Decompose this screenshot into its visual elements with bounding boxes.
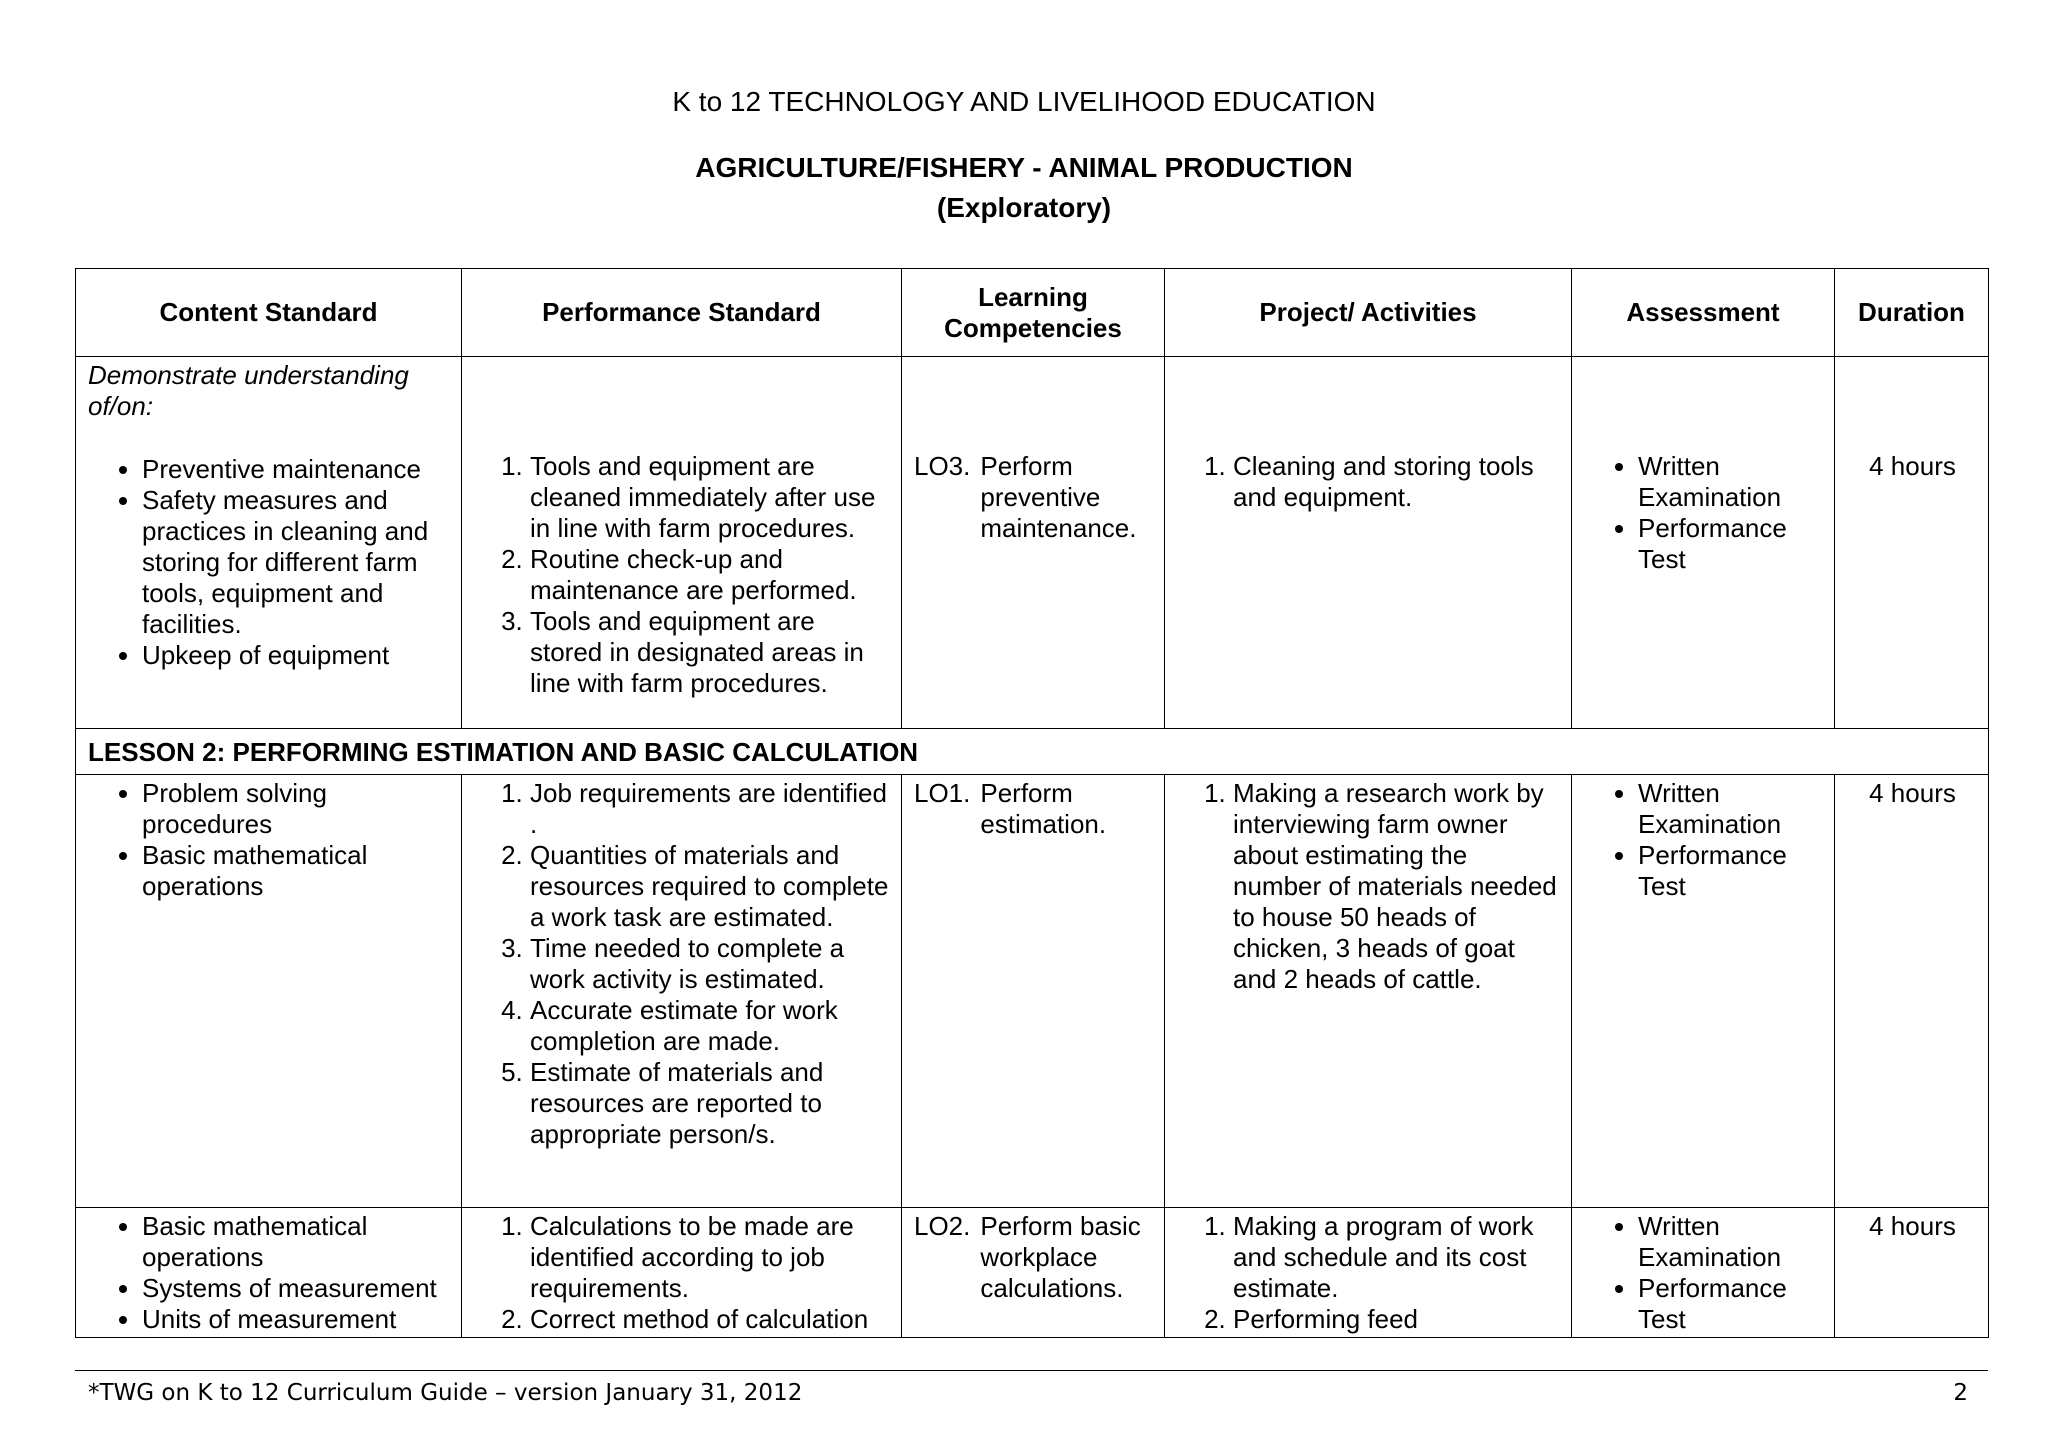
column-header-assessment: Assessment <box>1572 269 1835 357</box>
content-standard-cell <box>76 357 462 729</box>
curriculum-table <box>75 268 1989 1338</box>
list-item: 5. Estimate of materials and resources are reported to appropriate person/s. <box>530 1057 891 1150</box>
list-item: • Performance Test <box>1638 1273 1824 1335</box>
lo-code: LO2. <box>914 1211 971 1241</box>
list-item: 1. Making a research work by interviewing farm owner about estimating the number of materials needed to house 50 heads of chicken, 3 heads of goat and 2 heads of cattle. <box>1233 778 1561 995</box>
table-row <box>76 775 1989 1208</box>
learning-competency-cell <box>902 1208 1165 1338</box>
list-item: 1. Job requirements are identified . <box>530 778 891 840</box>
performance-standard-cell <box>462 357 902 729</box>
table-header-row <box>76 269 1989 357</box>
content-standard-cell <box>76 775 462 1208</box>
list-item: • Upkeep of equipment <box>142 640 451 671</box>
list-item: • Safety measures and practices in cleaning and storing for different farm tools, equipment and facilities. <box>142 485 451 640</box>
performance-standard-cell <box>462 775 902 1208</box>
document-title: K to 12 TECHNOLOGY AND LIVELIHOOD EDUCATION <box>672 86 1376 117</box>
assessment-cell <box>1572 1208 1835 1338</box>
duration-value: 4 hours <box>1869 778 1956 808</box>
list-item: • Basic mathematical operations <box>142 1211 451 1273</box>
lo-text: Perform preventive maintenance. <box>980 451 1137 543</box>
duration-cell <box>1835 357 1989 729</box>
list-item: 3. Time needed to complete a work activity is estimated. <box>530 933 891 995</box>
list-item: • Written Examination <box>1638 1211 1824 1273</box>
footer-divider <box>75 1370 1988 1371</box>
list-item: 2. Performing feed <box>1233 1304 1561 1335</box>
column-header-performance-standard: Performance Standard <box>462 269 902 357</box>
assessment-cell <box>1572 775 1835 1208</box>
table-row <box>76 357 1989 729</box>
list-item: 1. Cleaning and storing tools and equipment. <box>1233 451 1561 513</box>
content-standard-cell <box>76 1208 462 1338</box>
lo-text: Perform basic workplace calculations. <box>980 1211 1141 1303</box>
list-item: 4. Accurate estimate for work completion are made. <box>530 995 891 1057</box>
column-header-learning-competencies: Learning Competencies <box>902 269 1165 357</box>
activities-cell <box>1165 357 1572 729</box>
list-item: 2. Correct method of calculation <box>530 1304 891 1335</box>
activities-cell <box>1165 1208 1572 1338</box>
list-item: • Basic mathematical operations <box>142 840 451 902</box>
duration-value: 4 hours <box>1869 451 1956 481</box>
list-item: 2. Quantities of materials and resources required to complete a work task are estimated. <box>530 840 891 933</box>
list-item: 1. Tools and equipment are cleaned immediately after use in line with farm procedures. <box>530 451 891 544</box>
document-subtitle-note: (Exploratory) <box>936 192 1112 223</box>
page-number: 2 <box>1953 1380 1968 1406</box>
lo-code: LO3. <box>914 451 971 481</box>
footer-note: *TWG on K to 12 Curriculum Guide – version January 31, 2012 <box>88 1380 803 1406</box>
column-header-duration: Duration <box>1835 269 1989 357</box>
lesson-heading-row <box>76 729 1989 775</box>
performance-standard-cell <box>462 1208 902 1338</box>
duration-cell <box>1835 1208 1989 1338</box>
list-item: • Performance Test <box>1638 840 1824 902</box>
list-item: • Systems of measurement <box>142 1273 451 1304</box>
list-item: • Performance Test <box>1638 513 1824 575</box>
content-intro: Demonstrate understanding of/on: <box>88 360 409 421</box>
activities-cell <box>1165 775 1572 1208</box>
list-item: 3. Tools and equipment are stored in designated areas in line with farm procedures. <box>530 606 891 699</box>
column-header-project-activities: Project/ Activities <box>1165 269 1572 357</box>
list-item: 1. Making a program of work and schedule and its cost estimate. <box>1233 1211 1561 1304</box>
duration-cell <box>1835 775 1989 1208</box>
list-item: 1. Calculations to be made are identified according to job requirements. <box>530 1211 891 1304</box>
assessment-cell <box>1572 357 1835 729</box>
learning-competency-cell <box>902 775 1165 1208</box>
learning-competency-cell <box>902 357 1165 729</box>
list-item: • Problem solving procedures <box>142 778 451 840</box>
lo-code: LO1. <box>914 778 971 808</box>
list-item: 2. Routine check-up and maintenance are performed. <box>530 544 891 606</box>
list-item: • Preventive maintenance <box>142 454 451 485</box>
duration-value: 4 hours <box>1869 1211 1956 1241</box>
column-header-content-standard: Content Standard <box>76 269 462 357</box>
list-item: • Written Examination <box>1638 778 1824 840</box>
list-item: • Written Examination <box>1638 451 1824 513</box>
lo-text: Perform estimation. <box>980 778 1107 839</box>
list-item: • Units of measurement <box>142 1304 451 1335</box>
lesson-heading: LESSON 2: PERFORMING ESTIMATION AND BASIC CALCULATION <box>76 729 1989 775</box>
document-subtitle: AGRICULTURE/FISHERY - ANIMAL PRODUCTION <box>695 152 1353 183</box>
table-row <box>76 1208 1989 1338</box>
